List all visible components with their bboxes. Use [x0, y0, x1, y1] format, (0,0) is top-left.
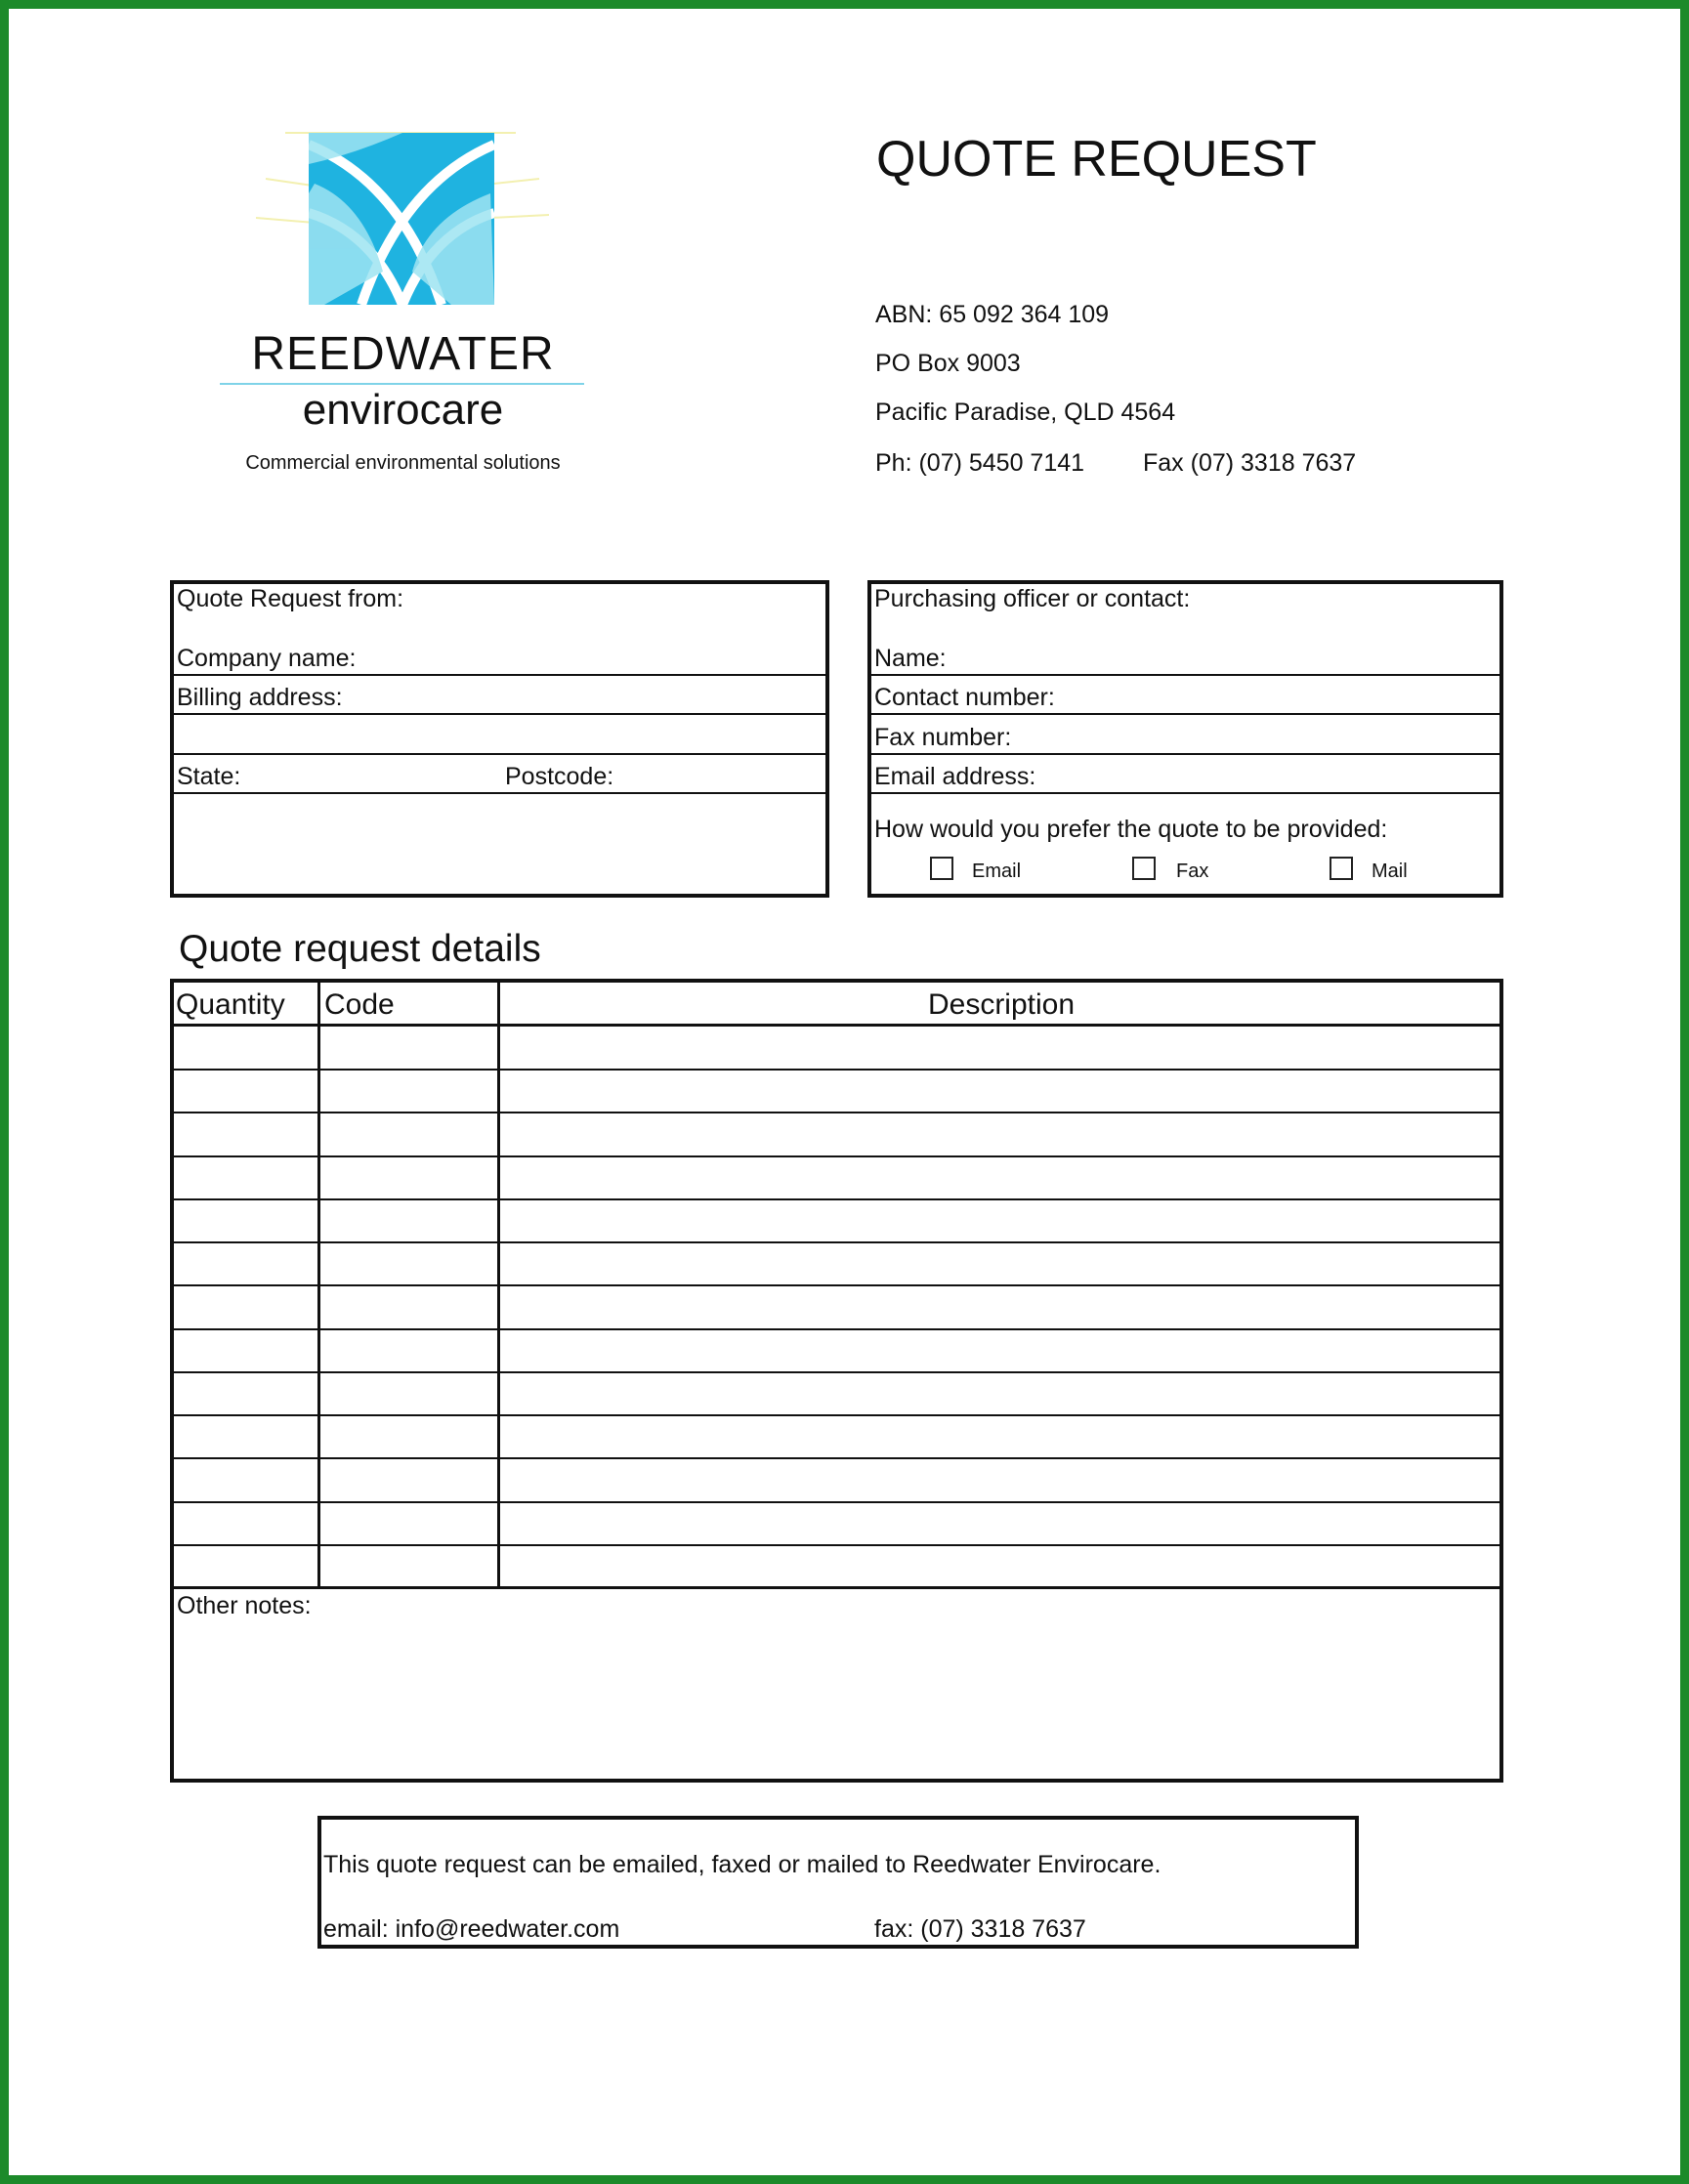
- email-option-label: Email: [972, 861, 1022, 882]
- table-row[interactable]: [172, 1328, 1501, 1330]
- abn-text: ABN: 65 092 364 109: [875, 301, 1110, 328]
- contact-name-field[interactable]: [869, 674, 1501, 676]
- quote-from-heading: Quote Request from:: [177, 585, 404, 612]
- preference-question: How would you prefer the quote to be provided:: [874, 816, 1388, 843]
- mail-option-label: Mail: [1372, 861, 1408, 882]
- company-name-field[interactable]: [172, 674, 827, 676]
- contact-number-field[interactable]: [869, 713, 1501, 715]
- email-address-field[interactable]: [869, 792, 1501, 794]
- table-row[interactable]: [172, 1457, 1501, 1459]
- contact-heading: Purchasing officer or contact:: [874, 585, 1191, 612]
- brand-tagline: Commercial environmental solutions: [245, 452, 561, 474]
- email-checkbox[interactable]: [930, 857, 953, 880]
- brand-subname: envirocare: [302, 386, 504, 434]
- state-label: State:: [177, 763, 241, 790]
- email-address-label: Email address:: [874, 763, 1036, 790]
- brand-divider: [220, 383, 584, 385]
- contact-name-label: Name:: [874, 645, 947, 672]
- footer-email[interactable]: email: info@reedwater.com: [323, 1915, 620, 1943]
- fax-number-field[interactable]: [869, 753, 1501, 755]
- fax-option-label: Fax: [1176, 861, 1209, 882]
- fax-number-label: Fax number:: [874, 724, 1012, 751]
- table-row[interactable]: [172, 1371, 1501, 1373]
- locality-text: Pacific Paradise, QLD 4564: [875, 399, 1176, 426]
- table-row[interactable]: [172, 1241, 1501, 1243]
- po-box-text: PO Box 9003: [875, 350, 1021, 377]
- state-postcode-field[interactable]: [172, 792, 827, 794]
- table-row[interactable]: [172, 1414, 1501, 1416]
- column-header-quantity: Quantity: [176, 988, 285, 1021]
- header-separator: [172, 1024, 1501, 1027]
- billing-address-field-2[interactable]: [172, 753, 827, 755]
- postcode-label: Postcode:: [505, 763, 614, 790]
- quote-from-box: [170, 580, 829, 898]
- company-name-label: Company name:: [177, 645, 357, 672]
- table-row[interactable]: [172, 1112, 1501, 1113]
- table-row[interactable]: [172, 1544, 1501, 1546]
- fax-checkbox[interactable]: [1132, 857, 1156, 880]
- table-row[interactable]: [172, 1198, 1501, 1200]
- column-header-code: Code: [324, 988, 395, 1021]
- details-title: Quote request details: [179, 928, 541, 970]
- notes-separator: [172, 1586, 1501, 1589]
- other-notes-label: Other notes:: [177, 1592, 312, 1619]
- footer-message: This quote request can be emailed, faxed or mailed to Reedwater Envirocare.: [323, 1851, 1161, 1878]
- page-title: QUOTE REQUEST: [876, 131, 1317, 188]
- brand-name: REEDWATER: [251, 328, 555, 380]
- footer-fax: fax: (07) 3318 7637: [874, 1915, 1086, 1943]
- table-row[interactable]: [172, 1284, 1501, 1286]
- fax-text: Fax (07) 3318 7637: [1143, 449, 1357, 477]
- billing-address-field[interactable]: [172, 713, 827, 715]
- table-row[interactable]: [172, 1069, 1501, 1071]
- reedwater-logo-icon: [256, 125, 549, 311]
- phone-text: Ph: (07) 5450 7141: [875, 449, 1085, 477]
- details-table: [170, 979, 1503, 1783]
- billing-address-label: Billing address:: [177, 684, 343, 711]
- table-row[interactable]: [172, 1501, 1501, 1503]
- column-header-description: Description: [927, 988, 1076, 1021]
- table-row[interactable]: [172, 1155, 1501, 1157]
- contact-number-label: Contact number:: [874, 684, 1055, 711]
- mail-checkbox[interactable]: [1330, 857, 1353, 880]
